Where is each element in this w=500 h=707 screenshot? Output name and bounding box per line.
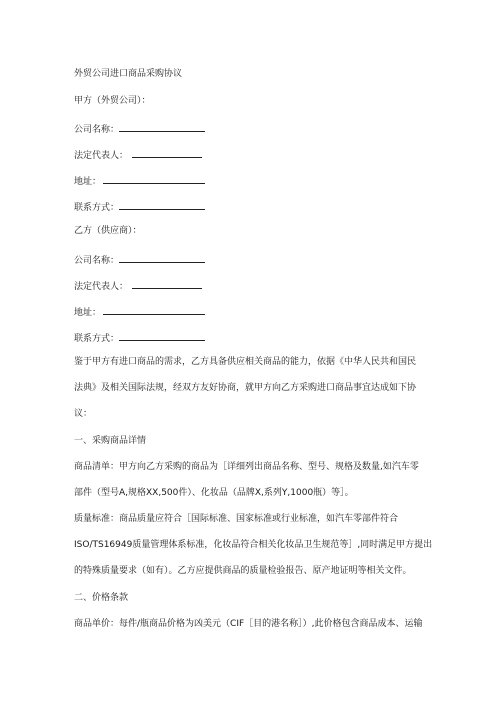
party-b-company-label: 公司名称： <box>74 256 120 266</box>
preamble-line: 法典》及相关国际法规，经双方友好协商，就甲方向乙方采购进口商品事宜达成如下协 <box>74 383 417 393</box>
party-b-rep-field <box>74 278 430 294</box>
section1-heading: 一、采购商品详情 <box>74 436 147 446</box>
party-a-address-blank <box>103 173 205 184</box>
party-b-contact-blank <box>119 330 205 341</box>
price-line: 商品单价：每件/瓶商品价格为凶美元（CIF［目的港名称］）,此价格包含商品成本、运输 <box>74 619 423 629</box>
party-a-contact-field <box>74 199 430 215</box>
party-b-address-label: 地址： <box>74 308 102 318</box>
party-a-address-field <box>74 173 430 189</box>
party-b-company-blank <box>119 252 205 263</box>
party-b-address-field <box>74 304 430 320</box>
document-title: 外贸公司进口商品采购协议 <box>74 69 183 79</box>
party-a-rep-label: 法定代表人： <box>74 151 129 161</box>
goods-list-line: 商品清单：甲方向乙方采购的商品为［详细列出商品名称、型号、规格及数量,如汽车零 <box>74 462 419 472</box>
party-a-company-field <box>74 121 430 137</box>
preamble-line: 议： <box>74 409 93 419</box>
party-a-rep-blank <box>132 147 202 158</box>
party-a-company-label: 公司名称： <box>74 125 120 135</box>
party-a-contact-label: 联系方式： <box>74 203 120 213</box>
section2-heading: 二、价格条款 <box>74 593 129 603</box>
party-a-rep-field <box>74 147 430 163</box>
party-a-contact-blank <box>119 199 205 210</box>
party-a-address-label: 地址： <box>74 177 102 187</box>
quality-line: ISO/TS16949质量管理体系标准，化妆品符合相关化妆品卫生规范等］,同时满足甲方提出 <box>74 540 433 550</box>
party-b-rep-blank <box>132 278 202 289</box>
party-b-contact-field <box>74 330 430 346</box>
quality-line: 质量标准：商品质量应符合［国际标准、国家标准或行业标准，如汽车零部件符合 <box>74 514 399 524</box>
preamble-line: 鉴于甲方有进口商品的需求，乙方具备供应相关商品的能力，依据《中华人民共和国民 <box>74 357 417 367</box>
party-b-contact-label: 联系方式： <box>74 334 120 344</box>
quality-line: 的特殊质量要求（如有）。乙方应提供商品的质量检验报告、原产地证明等相关文件。 <box>74 566 412 576</box>
goods-list-line: 部件（型号A,规格XX,500件）、化妆品（品牌X,系列Y,1000瓶）等］。 <box>74 488 354 498</box>
party-a-heading: 甲方（外贸公司）： <box>74 96 151 106</box>
party-b-company-field <box>74 252 430 268</box>
party-b-address-blank <box>103 304 205 315</box>
party-b-heading: 乙方（供应商）： <box>74 226 142 236</box>
party-a-company-blank <box>119 121 205 132</box>
party-b-rep-label: 法定代表人： <box>74 282 129 292</box>
